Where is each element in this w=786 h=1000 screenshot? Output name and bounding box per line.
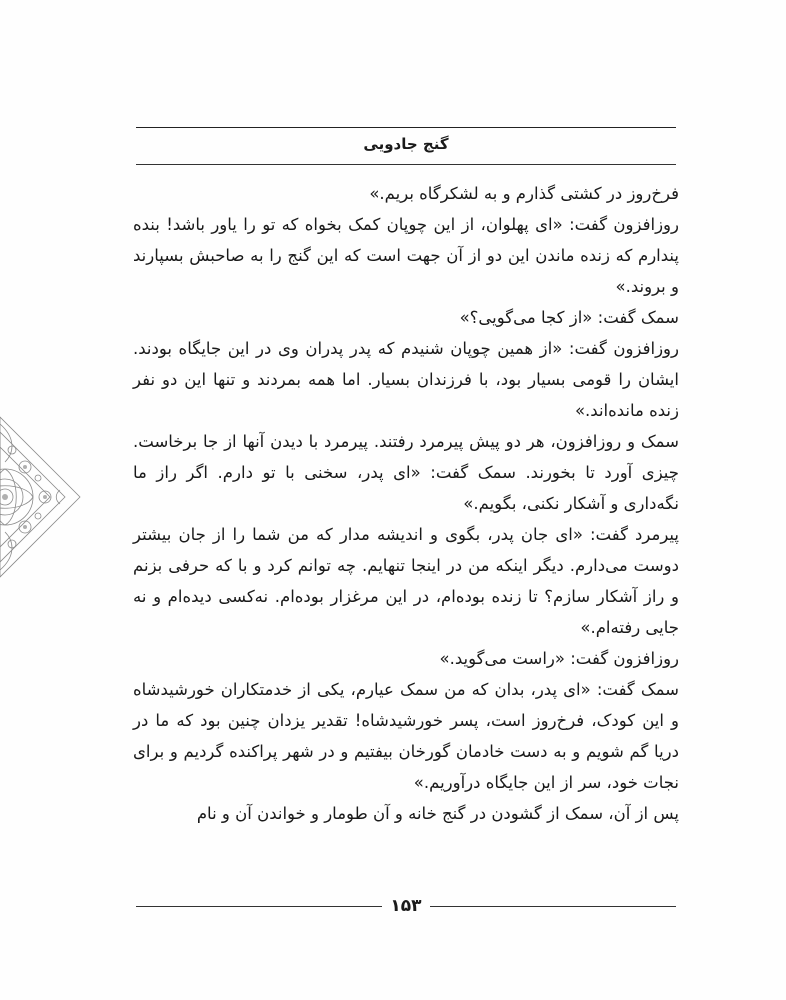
footer-rule-left bbox=[136, 906, 382, 907]
paragraph: سمک گفت: «ای پدر، بدان که من سمک عیارم، یکی از خدمتکاران خورشیدشاه و این کودک، فرخ‌روز است، پسر خورشیدشاه! تقدیر یزدان چنین بود که ما در دریا گم شویم و به دست خادمان گورخان بیفتیم و در شهر پراکنده گردیم و برای نجات خود، سر از این جایگاه درآوریم.» bbox=[133, 680, 679, 792]
body-text bbox=[133, 178, 679, 829]
paragraph: سمک و روزافزون، هر دو پیش پیرمرد رفتند. پیرمرد با دیدن آنها از جا برخاست. چیزی آورد تا بخورند. سمک گفت: «ای پدر، سخنی با تو دارم. اگر راز ما نگه‌داری و آشکار نکنی، بگویم.» bbox=[133, 432, 679, 513]
page-number: ۱۵۳ bbox=[390, 896, 422, 916]
footer-rule-right bbox=[430, 906, 676, 907]
running-head-title: گنج جادویی bbox=[363, 135, 449, 153]
paragraph: فرخ‌روز در کشتی گذارم و به لشکرگاه بریم.» bbox=[369, 184, 679, 203]
paragraph: پس از آن، سمک از گشودن در گنج خانه و آن طومار و خواندن آن و نام bbox=[196, 804, 679, 823]
header-bottom-rule bbox=[136, 164, 676, 165]
paragraph: سمک گفت: «از کجا می‌گویی؟» bbox=[459, 308, 679, 327]
header-top-rule bbox=[136, 127, 676, 128]
floral-ornament-icon bbox=[0, 412, 90, 582]
paragraph: روزافزون گفت: «ای پهلوان، از این چوپان کمک بخواه که تو را یاور باشد! بنده پندارم که زنده ماندن این دو از آن جهت است که این گنج را به صاحبش بسپارند و بروند.» bbox=[133, 215, 679, 296]
paragraph: روزافزون گفت: «از همین چوپان شنیدم که پدر پدران وی در این جایگاه بودند. ایشان را قومی بسیار بود، با فرزندان بسیار. اما همه بمردند و تنها این دو نفر زنده مانده‌اند.» bbox=[133, 339, 679, 420]
paragraph: روزافزون گفت: «راست می‌گوید.» bbox=[439, 649, 679, 668]
paragraph: پیرمرد گفت: «ای جان پدر، بگوی و اندیشه مدار که من شما را از جان بیشتر دوست می‌دارم. دیگر اینکه من در اینجا تنهایم. چه توانم کرد و با که حرفی بزنم و راز آشکار سازم؟ تا زنده بوده‌ام، در این مرغزار بوده‌ام. نه‌کسی دیده‌ام و نه جایی رفته‌ام.» bbox=[133, 525, 679, 637]
